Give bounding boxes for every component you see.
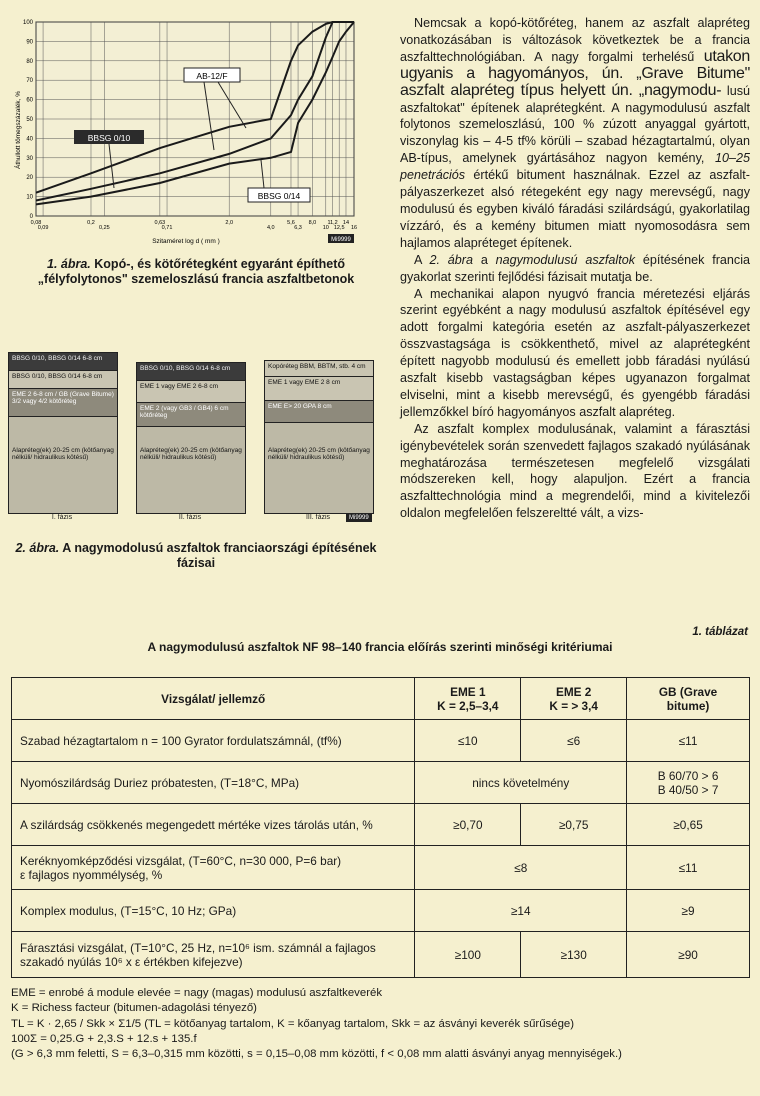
row-label: A szilárdság csökkenés megengedett mértéke vizes tárolás után, % [12,804,415,846]
row-label [12,846,415,890]
figure-code: Mi9999 [346,514,372,522]
text-run: a [480,252,488,267]
x-axis-label: Szitaméret log d ( mm ) [152,238,220,245]
layer: EME 2 6-8 cm / GB (Grave Bitume) 3/2 vagy 4/2 kötőréteg [9,389,117,417]
cell-gb: ≤11 [627,846,750,890]
phase-column-1 [8,352,118,514]
paragraph [400,252,750,286]
phase-label: III. fázis [305,514,331,521]
x-tick-label: 6,3 [294,225,302,231]
phase-column-2 [136,362,246,514]
x-tick-label: 14 [342,220,350,226]
layer: Alapréteg(ek) 20-25 cm (kötőanyag nélküli/ hidraulikus kötésű) [9,417,117,513]
note-line: 100Σ = 0,25.G + 2,3.S + 12.s + 135.f [11,1032,197,1045]
grading-chart [6,10,382,246]
x-tick-label: 16 [350,225,358,231]
text-run: 2. ábra [429,252,474,267]
x-tick-label: 0,63 [154,220,166,226]
phase-label: I. fázis [51,514,73,521]
x-tick-label: 0,09 [37,225,49,231]
cell-gb: ≥9 [627,890,750,932]
y-tick-label: 80 [26,58,33,65]
text-run: A [414,252,422,267]
x-tick-label: 0,2 [87,220,95,226]
layer: BBSG 0/10, BBSG 0/14 6-8 cm [9,371,117,389]
y-tick-label: 10 [26,194,33,201]
cell-eme1: ≥100 [415,932,521,978]
row-label-line: ε fajlagos nyommélység, % [20,867,163,882]
table-row [12,804,750,846]
layer: BBSG 0/10, BBSG 0/14 6-8 cm [9,353,117,371]
phase-column-3 [264,360,374,514]
header-cell [627,678,750,720]
figure2-caption [10,541,382,571]
table-row [12,932,750,978]
cell-eme: nincs követelmény [415,762,627,804]
header-cell [415,678,521,720]
y-tick-label: 30 [26,155,33,162]
cell-gb: ≥90 [627,932,750,978]
text-run: építésének francia gyakorlat szerinti fejlődési fázisait mutatja be. [400,252,751,284]
text-run: értékű bitument használnak. Ezzel az aszfalt-pályaszerkezet alsó rétegeként egy nagy merevségű, nagy modulusú és egyben kiváló fáradási szilárdságú, gyakorlatilag vízzáró, és a kemény bitumen miatt nyomosodásra sem hajlamos alapréteget építenek. [400,168,750,250]
x-tick-label: 12,5 [333,225,345,231]
note-line: TL = K · 2,65 / Skk × Σ1/5 (TL = kötőanyag tartalom, K = kőanyag tartalom, Skk = az ásványi keverék sűrűsége) [11,1017,575,1030]
layer: Alapréteg(ek) 20-25 cm (kötőanyag nélküli/ hidraulikus kötésű) [265,423,373,513]
series-label-ab: AB-12/F [196,71,228,81]
x-tick-label: 0,71 [161,225,173,231]
layer: EME 1 vagy EME 2 6-8 cm [137,381,245,403]
cell-gb: ≤11 [627,720,750,762]
header-line: K = > 3,4 [549,698,598,713]
x-tick-label: 10 [322,225,329,231]
y-tick-label: 20 [26,175,33,182]
layer: EME E> 20 GPA 8 cm [265,401,373,423]
y-axis-label: Áthullott tömegszázalék, % [15,90,22,170]
header-line: K = 2,5–3,4 [437,698,499,713]
cell-eme: ≤8 [415,846,627,890]
layer: EME 2 (vagy GB3 / GB4) 6 cm kötőréteg [137,403,245,427]
cell-gb: ≥0,65 [627,804,750,846]
x-tick-label: 5,6 [287,220,295,226]
note-line: K = Richess facteur (bitumen-adagolási tényező) [11,1002,257,1015]
cell-gb [627,762,750,804]
cell-eme1: ≤10 [415,720,521,762]
text-run: utakon ugyanis a hagyományos, ún. „Grave Bitume" aszfalt alapréteg típus helyett ún. „nagymodu- [400,47,750,99]
cell-eme1: ≥0,70 [415,804,521,846]
row-label-line: szakadó nyúlás 10⁶ x ε értékben kifejezve) [20,954,243,969]
series-label-bbsg10: BBSG 0/10 [87,133,131,143]
x-tick-label: 2,0 [225,220,234,226]
table-title: A nagymodulusú aszfaltok NF 98–140 francia előírás szerinti minőségi kritériumai [147,640,613,654]
cell-eme2: ≥0,75 [521,804,627,846]
figure2-caption-number: 2. ábra. [15,541,60,555]
y-tick-label: 0 [29,214,33,220]
table-row [12,762,750,804]
layer: EME 1 vagy EME 2 8 cm [265,377,373,401]
cell-eme2: ≥130 [521,932,627,978]
y-tick-label: 50 [26,117,33,123]
text-run: nagymodulusú aszfaltok [495,252,636,267]
row-label [12,932,415,978]
cell-line: B 60/70 > 6 [657,768,719,783]
paragraph: Az aszfalt komplex modulusának, valamint a fárasztási igénybevételek során szenvedett fajlagos szakadó nyúlásának meghatározása természetesen megfelelő vizsgálati módszereken kell, hogy alapuljon. Ezért a francia aszfalttechnológia mind a megrendelői, mind a kivitelezői oldalon megfelelően felszereltté vált, a vizs- [400,421,750,521]
figure1-caption [10,257,382,287]
table-notes [11,986,751,1062]
note-line: EME = enrobé á module elevée = nagy (magas) modulusú aszfaltkeverék [11,987,383,999]
criteria-table [11,677,750,978]
text-run: lusú aszfaltokat" építenek alaprétegként. A nagymodulusú aszfalt folytonos szemeloszlású, 100 % zúzott anyaggal gyártott, viszonylag kis – 4-5 tf% körüli – szabad hézagtartalmú, olyan AB-típus, amelynek gyártásához nagyon kemény, [400,83,750,166]
x-tick-label: 0,08 [30,220,42,226]
header-cell [521,678,627,720]
series-label-bbsg14: BBSG 0/14 [257,191,301,201]
paragraph [400,15,750,252]
pavement-phases-figure [8,352,384,532]
header-line: bitume) [666,698,710,713]
cell-eme: ≥14 [415,890,627,932]
header-line: EME 2 [555,684,592,699]
y-tick-label: 90 [26,39,33,46]
row-label-line: Keréknyomképződési vizsgálat, (T=60°C, n=30 000, P=6 bar) [20,853,342,868]
paragraph: A mechanikai alapon nyugvó francia méretezési eljárás szerint egyébként a nagy modulusú aszfaltok építésével egy adott forgalmi kategória esetén az aszfalt-pályaszerkezet összvastagsága is csökkenthető, mivel az alaprétegként épített nagyobb modulusú és emellett jobb fáradási nyúlású aszfalt kisebb vastagságban képes ugyanazon forgalmat elviselni, mint a kisebb merevségű, és gyengébb fáradási jellemzőkkel bíró hagyományos aszfalt alapréteg. [400,286,750,419]
figure1-caption-number: 1. ábra. [47,257,91,271]
figure2-caption-text: A nagymodolusú aszfaltok franciaországi építésének fázisai [62,541,377,570]
x-tick-label: 0,25 [99,225,110,231]
row-label: Nyomószilárdság Duriez próbatesten, (T=18°C, MPa) [12,762,415,804]
y-tick-label: 60 [26,97,33,104]
x-tick-label: 8,0 [308,220,317,226]
layer: BBSG 0/10, BBSG 0/14 6-8 cm [137,363,245,381]
layer: Alapréteg(ek) 20-25 cm (kötőanyag nélküli/ hidraulikus kötésű) [137,427,245,513]
text-run: 10–25 penetrációs [400,151,751,183]
layer: Kopóréteg BBM, BBTM, stb. 4 cm [265,361,373,377]
table-number: 1. táblázat [692,626,748,638]
note-line: (G > 6,3 mm feletti, S = 6,3–0,315 mm közötti, s = 0,15–0,08 mm közötti, f < 0,08 mm alatti ásványi anyag mennyiségek.) [11,1048,622,1061]
header-line: GB (Grave [658,684,718,699]
row-label-line: Fárasztási vizsgálat, (T=10°C, 25 Hz, n=10⁶ ism. számnál a fajlagos [20,940,376,955]
x-tick-label: 4,0 [266,225,275,231]
x-tick-label: 11,2 [327,220,338,226]
table-row [12,846,750,890]
text-run: Nemcsak a kopó-kötőréteg, hanem az aszfalt alapréteg vonatkozásában is változások következtek be a francia aszfalttechnológiában. A nagy forgalmi terhelésű [400,16,750,64]
cell-eme2: ≤6 [521,720,627,762]
figure1-caption-text: Kopó-, és kötőrétegként egyaránt építhető „félyfolytonos" szemeloszlású francia aszfaltbetonok [37,257,355,286]
phase-label: II. fázis [178,514,202,521]
table-header-row [12,678,750,720]
y-tick-label: 100 [22,20,33,26]
row-label: Komplex modulus, (T=15°C, 10 Hz; GPa) [12,890,415,932]
grading-chart-svg [6,10,382,246]
header-line: EME 1 [450,684,486,699]
figure-code: Mi9999 [331,237,351,243]
y-tick-label: 40 [26,136,33,143]
table-row [12,890,750,932]
row-label: Szabad hézagtartalom n = 100 Gyrator fordulatszámnál, (tf%) [12,720,415,762]
y-tick-label: 70 [26,78,33,85]
table-row [12,720,750,762]
header-cell: Vizsgálat/ jellemző [12,678,415,720]
cell-line: B 40/50 > 7 [657,782,719,797]
article-body [400,15,750,522]
